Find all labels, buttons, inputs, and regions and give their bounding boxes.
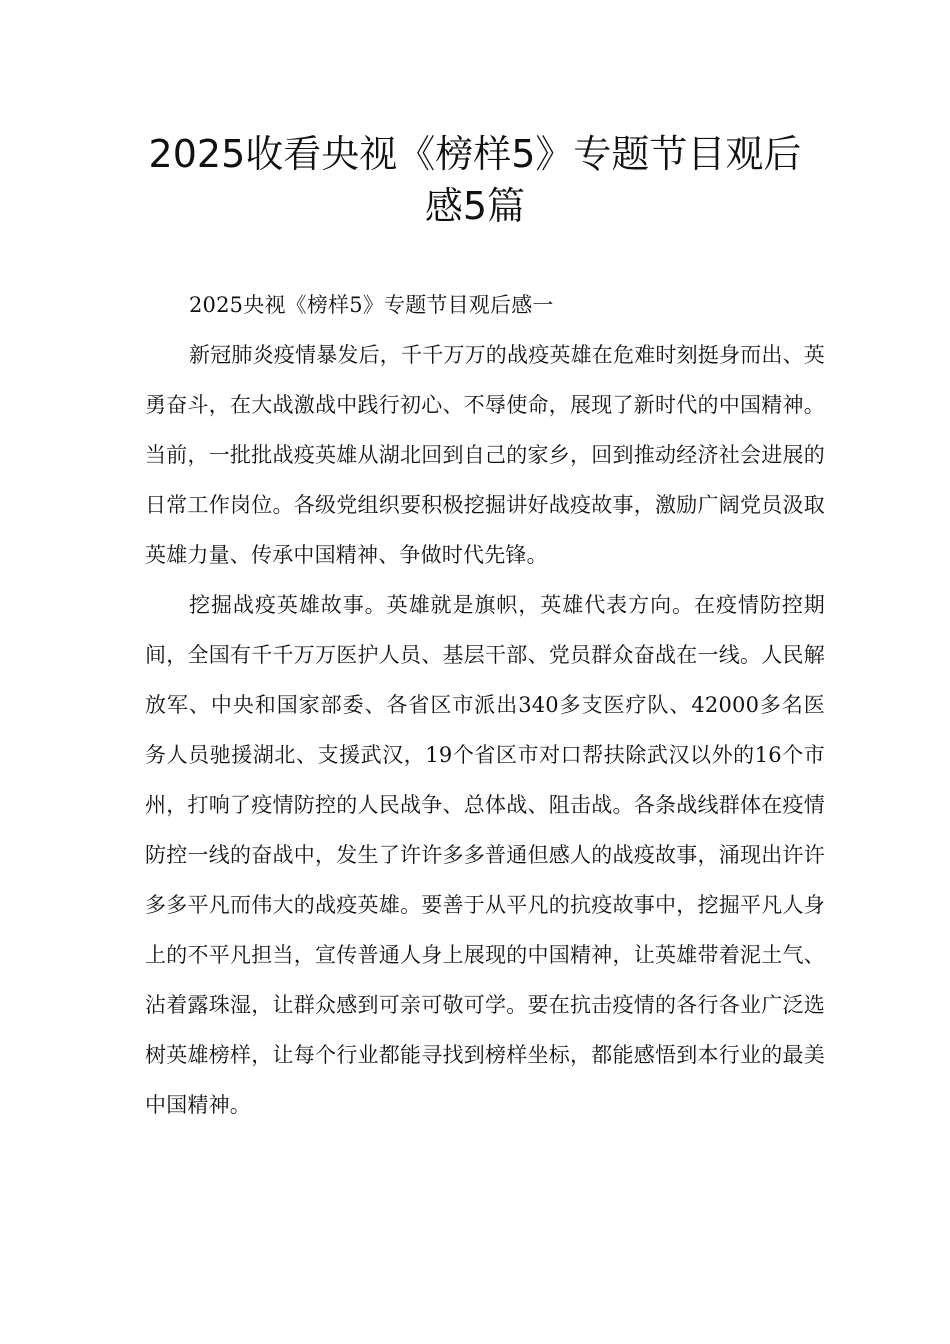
- paragraph-2: 挖掘战疫英雄故事。英雄就是旗帜，英雄代表方向。在疫情防控期间，全国有千千万万医护人员、基层干部、党员群众奋战在一线。人民解放军、中央和国家部委、各省区市派出340多支医疗队、42000多名医务人员驰援湖北、支援武汉，19个省区市对口帮扶除武汉以外的16个市州，打响了疫情防控的人民战争、总体战、阻击战。各条战线群体在疫情防控一线的奋战中，发生了许许多多普通但感人的战疫故事，涌现出许许多多平凡而伟大的战疫英雄。要善于从平凡的抗疫故事中，挖掘平凡人身上的不平凡担当，宣传普通人身上展现的中国精神，让英雄带着泥土气、沾着露珠湿，让群众感到可亲可敬可学。要在抗击疫情的各行各业广泛选树英雄榜样，让每个行业都能寻找到榜样坐标，都能感悟到本行业的最美中国精神。: [145, 593, 825, 1117]
- section-heading: 2025央视《榜样5》专题节目观后感一: [189, 293, 554, 317]
- document-title: [120, 128, 830, 232]
- title-line-1: 2025收看央视《榜样5》专题节目观后: [148, 132, 802, 176]
- paragraph-1: 新冠肺炎疫情暴发后，千千万万的战疫英雄在危难时刻挺身而出、英勇奋斗，在大战激战中践行初心、不辱使命，展现了新时代的中国精神。当前，一批批战疫英雄从湖北回到自己的家乡，回到推动经济社会进展的日常工作岗位。各级党组织要积极挖掘讲好战疫故事，激励广阔党员汲取英雄力量、传承中国精神、争做时代先锋。: [145, 343, 825, 567]
- document-body: [145, 280, 825, 1130]
- title-line-2: 感5篇: [424, 184, 526, 228]
